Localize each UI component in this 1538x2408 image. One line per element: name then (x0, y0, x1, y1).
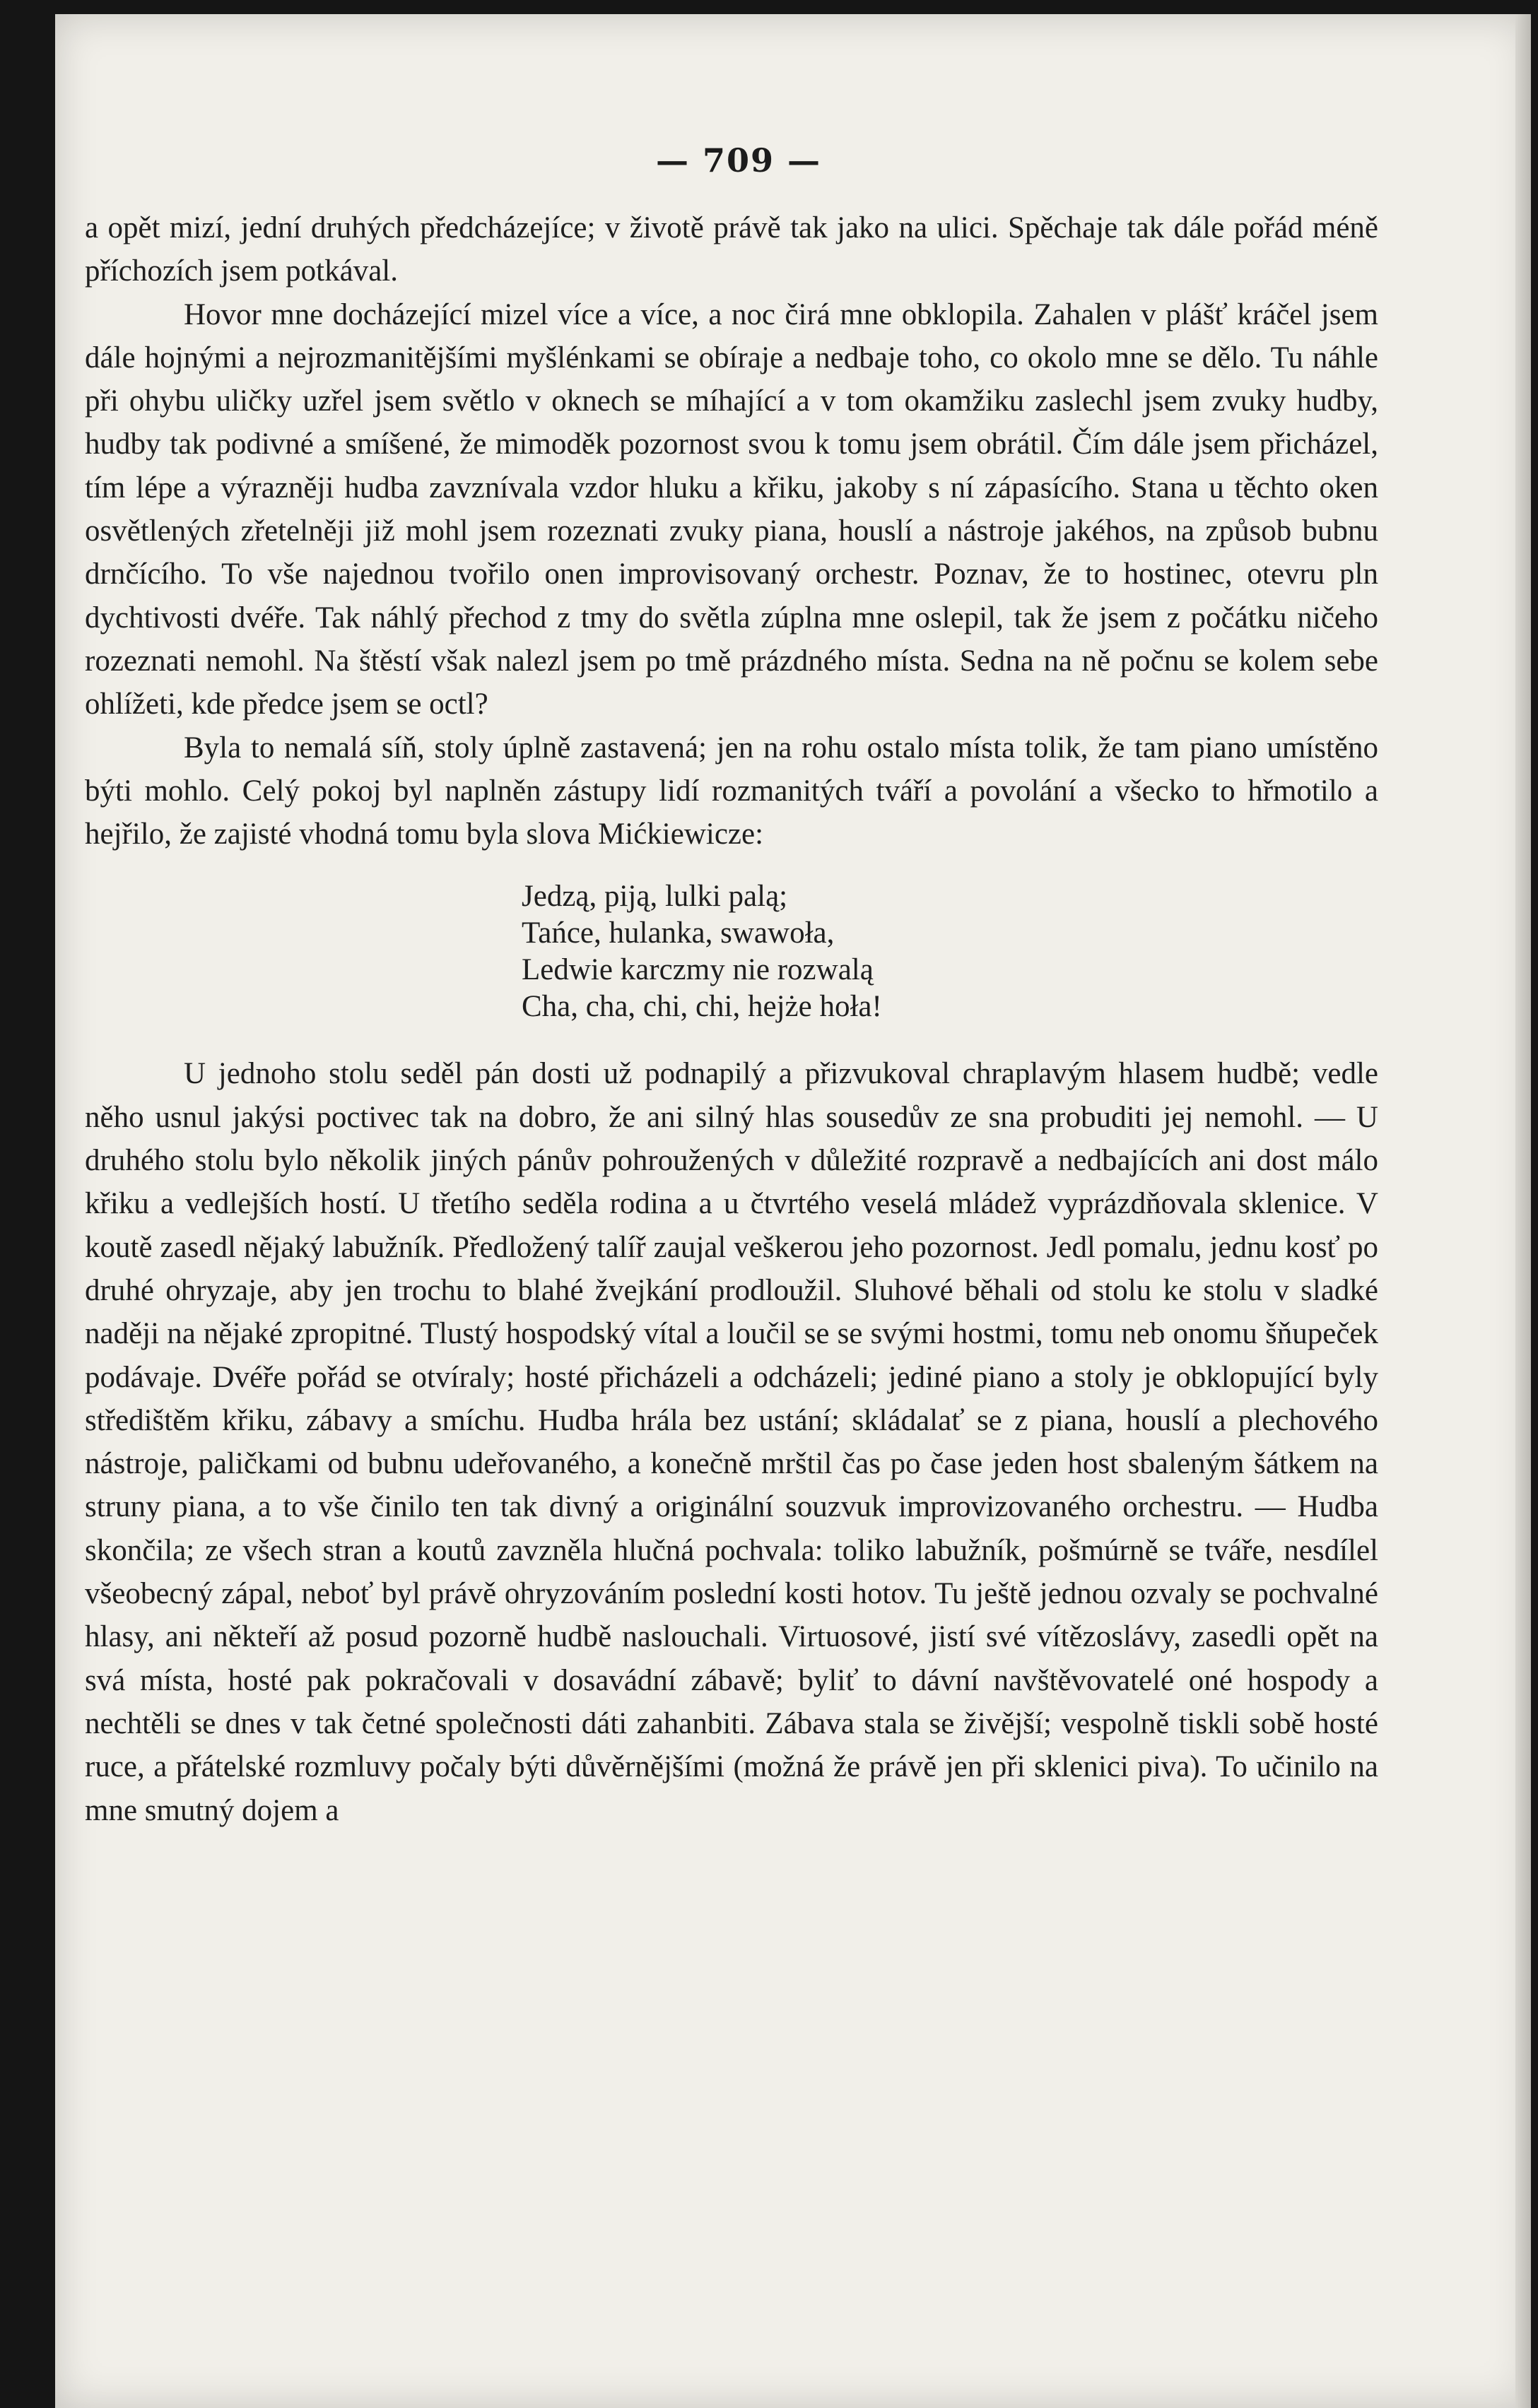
poem-line: Jedzą, piją, lulki palą; (522, 880, 788, 914)
poem-line: Cha, cha, chi, chi, hejże hoła! (522, 990, 882, 1024)
paragraph-sin: Byla to nemalá síň, stoly úplně zastavená; jen na rohu ostalo místa tolik, že tam piano umístěno býti mohlo. Celý pokoj byl naplněn zástupy lidí rozmanitých tváří a povolání a všecko to hřmotilo a hejřilo, že zajisté vhodná tomu byla slova Mićkiewicze: (85, 731, 1378, 851)
book-page (55, 14, 1531, 2408)
paragraph-stoly: U jednoho stolu seděl pán dosti už podnapilý a přizvukoval chraplavým hlasem hudbě; vedle něho usnul jakýsi poctivec tak na dobro, že ani silný hlas sousedův ze sna probuditi jej nemohl. — U druhého stolu bylo několik jiných pánův pohroužených v důležité rozpravě a nedbajících ani dost málo křiku a vedlejších hostí. U třetího seděla rodina a u čtvrtého veselá mládež vyprázdňovala sklenice. V koutě zasedl nějaký labužník. Předložený talíř zaujal veškerou jeho pozornost. Jedl pomalu, jednu kosť po druhé ohryzaje, aby jen trochu to blahé žvejkání prodloužil. Sluhové běhali od stolu ke stolu v sladké naději na nějaké zpropitné. Tlustý hospodský vítal a loučil se se svými hostmi, tomu neb onomu šňupeček podávaje. Dvéře pořád se otvíraly; hosté přicházeli a odcházeli; jediné piano a stoly je obklopující byly středištěm křiku, zábavy a smíchu. Hudba hrála bez ustání; skládalať se z piana, houslí a plechového nástroje, paličkami od bubnu udeřovaného, a konečně mrštil čas po čase jeden host sbaleným šátkem na struny piana, a to vše činilo ten tak divný a originální souzvuk improvizovaného orchestru. — Hudba skončila; ze všech stran a koutů zavzněla hlučná pochvala: toliko labužník, pošmúrně se tváře, nesdílel všeobecný zápal, neboť byl právě ohryzováním poslední kosti hotov. Tu ještě jednou ozvaly se pochvalné hlasy, ani někteří až posud pozorně hudbě naslouchali. Virtuosové, jistí své vítězoslávy, zasedli opět na svá místa, hosté pak pokračovali v dosavádní zábavě; byliť to dávní navštěvovatelé oné hospody a nechtěli se dnes v tak četné společnosti dáti zahanbiti. Zábava stala se živější; vespolně tiskli sobě hosté ruce, a přátelské rozmluvy počaly býti důvěrnějšími (možná že právě jen při sklenici piva). To učinilo na mne smutný dojem a (85, 1057, 1378, 1827)
page-number: — 709 — (655, 141, 822, 179)
paragraph-continuation: a opět mizí, jední druhých předcházejíce; v životě právě tak jako na ulici. Spěchaje tak dále pořád méně příchozích jsem potkával. (85, 211, 1378, 288)
page-body (85, 206, 1378, 1832)
poem-line: Ledwie karczmy nie rozwalą (522, 953, 874, 987)
poem-line: Tańce, hulanka, swawoła, (522, 916, 835, 950)
page-edge (1515, 14, 1531, 2408)
poem-quotation (85, 878, 1378, 1025)
paragraph-hovor: Hovor mne docházející mizel více a více, a noc čirá mne obklopila. Zahalen v plášť kráčel jsem dále hojnými a nejrozmanitějšími myšlénkami se obíraje a nedbaje toho, co okolo mne se dělo. Tu náhle při ohybu uličky uzřel jsem světlo v oknech se míhající a v tom okamžiku zaslechl jsem zvuky hudby, hudby tak podivné a smíšené, že mimoděk pozornost svou k tomu jsem obrátil. Čím dále jsem přicházel, tím lépe a výrazněji hudba zavznívala vzdor hluku a křiku, jakoby s ní zápasícího. Stana u těchto oken osvětlených zřetelněji již mohl jsem rozeznati zvuky piana, houslí a nástroje jakéhos, na způsob bubnu drnčícího. To vše najednou tvořilo onen improvisovaný orchestr. Poznav, že to hostinec, otevru pln dychtivosti dvéře. Tak náhlý přechod z tmy do světla zúplna mne oslepil, tak že jsem z počátku ničeho rozeznati nemohl. Na štěstí však nalezl jsem po tmě prázdného místa. Sedna na ně počnu se kolem sebe ohlížeti, kde předce jsem se octl? (85, 297, 1378, 721)
